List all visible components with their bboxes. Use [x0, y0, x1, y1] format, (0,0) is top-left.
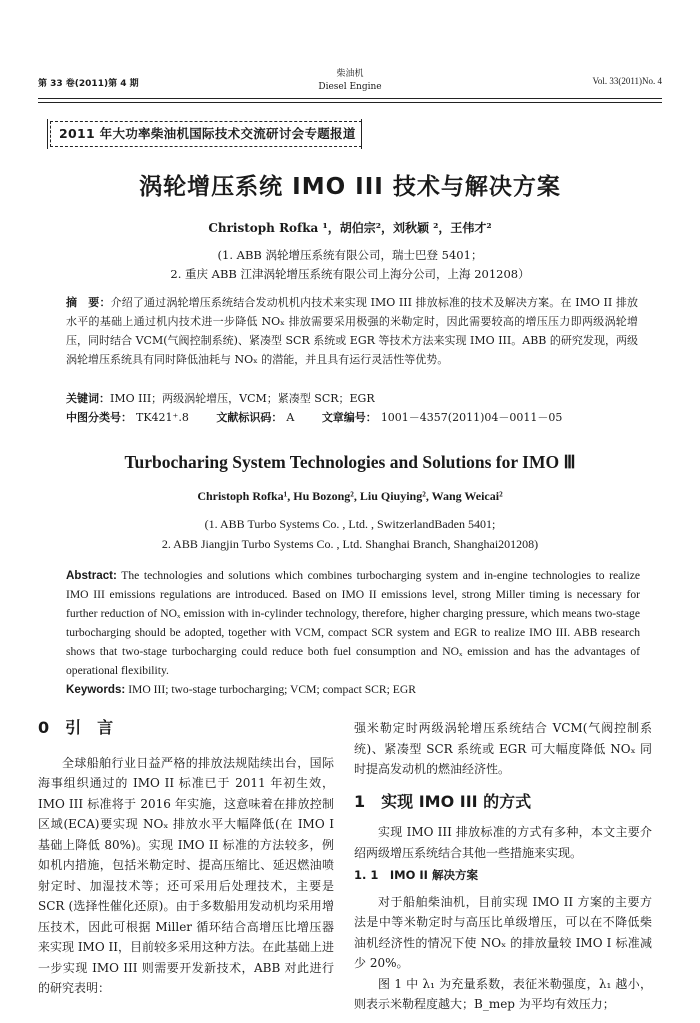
header-journal-name [38, 68, 662, 94]
classification-line [66, 408, 638, 427]
affiliation-cn-1: (1. ABB 涡轮增压系统有限公司，瑞士巴登 5401； [217, 248, 483, 262]
keywords-cn-text: IMO III；两级涡轮增压，VCM；紧凑型 SCR；EGR [110, 392, 375, 405]
banner-left-bracket [47, 119, 51, 149]
affiliation-cn-2: 2. 重庆 ABB 江津涡轮增压系统有限公司上海分公司，上海 201208） [170, 267, 530, 281]
doc-code-value: A [286, 411, 295, 424]
section-1-1-heading: 1. 1 IMO II 解决方案 [354, 868, 478, 882]
section-1-heading: 1 实现 IMO III 的方式 [354, 791, 532, 811]
abstract-en-text: The technologies and solutions which combines turbocharging system and in-engine technologies to realize IMO III emissions regulations are introduced. Based on IMO II emissions level, strong Miller timing is necessary for further reduction of NOₓ emission with in-cylinder technology, therefore, higher charging pressure, which means two-stage turbocharging should be adopted, together with VCM, compact SCR system and EGR to realize IMO III. ABB research shows that two-stage turbocharging could reduce both fuel consumption and NOₓ emission and has the advantages of operational flexibility. [66, 569, 640, 677]
authors-en: Christoph Rofka¹, Hu Bozong², Liu Qiuying², Wang Weicai² [197, 489, 503, 503]
section-0-paragraph-1: 全球船舶行业日益严格的排放法规陆续出台，国际海事组织通过的 IMO II 标准已于 2011 年初生效，IMO III 标准将于 2016 年实施，这意味着在排放控制区域(ECA)要实现 NOₓ 排放水平大幅降低(在 IMO I 基础上降低 80%)。实现 IMO II 标准的方法较多，例如机内措施，包括米勒定时、提高压缩比、延迟燃油喷射定时、加湿技术等；还可采用后处理技术，主要是 SCR (选择性催化还原)。由于多数船用发动机均采用增压技术，因此可根据 Miller 循环结合高增压比增压器来实现 IMO II，目前较多采用这种方法。在此基础上进一步实现 IMO III 则需要开发新技术，ABB 对此进行的研究表明： [38, 755, 334, 995]
article-number-label: 文章编号： [321, 411, 377, 424]
article-title-cn: 涡轮增压系统 IMO III 技术与解决方案 [139, 174, 561, 200]
authors-cn: Christoph Rofka ¹，胡伯宗²，刘秋颖 ²，王伟才² [208, 221, 492, 235]
affiliation-en-1: (1. ABB Turbo Systems Co. , Ltd. , SwitzerlandBaden 5401; [204, 517, 496, 531]
affiliation-en-2: 2. ABB Jiangjin Turbo Systems Co. , Ltd. Shanghai Branch, Shanghai201208) [161, 537, 539, 551]
header-volume-en: Vol. 33(2011)No. 4 [592, 76, 662, 86]
running-header [38, 68, 662, 96]
keywords-en-text: IMO III; two-stage turbocharging; VCM; compact SCR; EGR [128, 683, 416, 696]
banner-right-bracket [361, 119, 365, 149]
abstract-en-label: Abstract: [66, 569, 117, 582]
special-report-banner [50, 121, 362, 147]
abstract-cn-label: 摘 要： [66, 296, 111, 309]
body-column-right [354, 718, 652, 1015]
keywords-en-label: Keywords: [66, 683, 126, 696]
keywords-cn-label: 关键词： [66, 392, 110, 405]
keywords-en [66, 680, 640, 699]
doc-code-label: 文献标识码： [216, 411, 283, 424]
clc-value: TK421⁺.8 [136, 411, 189, 424]
header-rule-thick [38, 98, 662, 99]
keywords-cn [66, 389, 638, 408]
section-1-1-paragraph-2: 图 1 中 λ₁ 为充量系数，表征米勒强度，λ₁ 越小，则表示米勒程度越大；B_mep 为平均有效压力； [354, 976, 652, 1011]
body-column-left [38, 718, 334, 999]
section-1-1-paragraph-1: 对于船舶柴油机，目前实现 IMO II 方案的主要方法是中等米勒定时与高压比单级增压，可以在不降低柴油机经济性的情况下使 NOₓ 的排放量较 IMO I 标准减少 20%。 [354, 894, 652, 970]
banner-text: 2011 年大功率柴油机国际技术交流研讨会专题报道 [59, 126, 356, 141]
article-number-value: 1001－4357(2011)04－0011－05 [380, 411, 563, 424]
section-0-continuation: 强米勒定时两级涡轮增压系统结合 VCM(气阀控制系统)、紧凑型 SCR 系统或 EGR 可大幅度降低 NOₓ 同时提高发动机的燃油经济性。 [354, 721, 652, 776]
header-volume-cn: 第 33 卷(2011)第 4 期 [38, 79, 139, 89]
clc-label: 中图分类号： [66, 411, 132, 424]
abstract-en [66, 566, 640, 680]
article-title-en: Turbocharing System Technologies and Solutions for IMO Ⅲ [124, 452, 576, 472]
header-journal-en: Diesel Engine [318, 82, 382, 92]
header-journal-cn: 柴油机 [336, 69, 364, 79]
abstract-cn [66, 293, 638, 369]
section-0-heading: 0 引 言 [38, 718, 114, 737]
section-1-paragraph-1: 实现 IMO III 排放标准的方式有多种，本文主要介绍两级增压系统结合其他一些措施来实现。 [354, 825, 652, 860]
header-rule-thin [38, 102, 662, 103]
abstract-cn-text: 介绍了通过涡轮增压系统结合发动机机内技术来实现 IMO III 排放标准的技术及解决方案。在 IMO II 排放水平的基础上通过机内技术进一步降低 NOₓ 排放需要采用极强的米勒定时，因此需要较高的增压压力即两级涡轮增压，同时结合 VCM(气阀控制系统)、紧凑型 SCR 系统或 EGR 等技术方法来实现 IMO III。ABB 的研究发现，两级涡轮增压系统具有同时降低油耗与 NOₓ 的潜能，并且具有运行灵活性等优势。 [66, 296, 638, 366]
